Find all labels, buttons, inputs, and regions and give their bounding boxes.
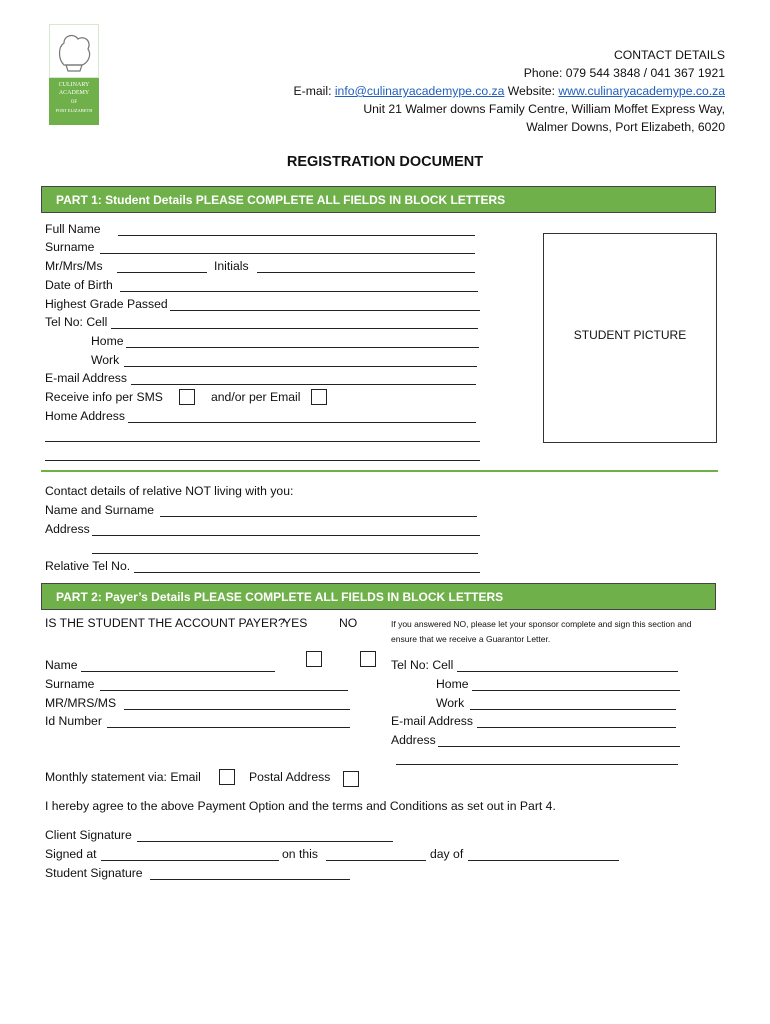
payer-email-field[interactable]: [477, 727, 676, 728]
payer-work-label: Work: [436, 696, 465, 710]
chef-hat-icon: [49, 24, 99, 78]
culinary-academy-logo: [49, 24, 99, 125]
sponsor-note-2: ensure that we receive a Guarantor Letter.: [391, 634, 551, 644]
monthly-statement-label: Monthly statement via: Email: [45, 770, 201, 784]
postal-address-label: Postal Address: [249, 770, 331, 784]
contact-email-line: [294, 82, 725, 100]
day-of-label: day of: [430, 847, 464, 861]
agreement-text: I hereby agree to the above Payment Option and the terms and Conditions as set out in Part 4.: [45, 799, 556, 813]
payer-tel-cell-label: Tel No: Cell: [391, 658, 454, 672]
home-address-field-1[interactable]: [128, 422, 476, 423]
page-title: REGISTRATION DOCUMENT: [286, 154, 484, 170]
grade-field[interactable]: [170, 310, 480, 311]
no-label: NO: [339, 616, 358, 630]
email-link[interactable]: info@culinaryacademype.co.za: [334, 84, 505, 98]
relative-address-field-2[interactable]: [92, 553, 478, 554]
student-signature-field[interactable]: [150, 879, 350, 880]
contact-address-2: Walmer Downs, Port Elizabeth, 6020: [526, 120, 725, 134]
payer-address-label: Address: [391, 733, 436, 747]
yes-label: YES: [283, 616, 308, 630]
student-signature-label: Student Signature: [45, 866, 143, 880]
relative-name-field[interactable]: [160, 516, 477, 517]
payer-id-label: Id Number: [45, 714, 102, 728]
logo-text: CULINARY: [58, 82, 90, 88]
relative-heading: Contact details of relative NOT living with you:: [45, 484, 294, 498]
website-label: Website:: [504, 84, 559, 98]
part1-header: PART 1: Student Details PLEASE COMPLETE ALL FIELDS IN BLOCK LETTERS: [56, 193, 506, 207]
client-signature-field[interactable]: [137, 841, 393, 842]
tel-work-field[interactable]: [124, 366, 477, 367]
contact-phone: Phone: 079 544 3848 / 041 367 1921: [523, 66, 725, 80]
email-label: E-mail:: [293, 84, 335, 98]
tel-work-label: Work: [91, 353, 120, 367]
home-address-field-2[interactable]: [45, 441, 480, 442]
relative-name-label: Name and Surname: [45, 503, 155, 517]
client-signature-label: Client Signature: [45, 828, 132, 842]
surname-field[interactable]: [100, 253, 475, 254]
student-picture-label: STUDENT PICTURE: [573, 328, 687, 342]
receive-info-label: Receive info per SMS: [45, 390, 163, 404]
home-address-field-3[interactable]: [45, 460, 480, 461]
email-checkbox[interactable]: [311, 389, 327, 405]
full-name-label: Full Name: [45, 222, 101, 236]
tel-home-label: Home: [91, 334, 124, 348]
home-address-label: Home Address: [45, 409, 125, 423]
part1-header-bar: [41, 186, 716, 213]
initials-label: Initials: [214, 259, 249, 273]
payer-surname-label: Surname: [45, 677, 95, 691]
full-name-field[interactable]: [118, 235, 475, 236]
statement-email-checkbox[interactable]: [219, 769, 235, 785]
statement-postal-checkbox[interactable]: [343, 771, 359, 787]
relative-address-label: Address: [45, 522, 90, 536]
logo-text: PORT ELIZABETH: [55, 108, 93, 113]
tel-home-field[interactable]: [126, 347, 479, 348]
title-field[interactable]: [117, 272, 207, 273]
payer-work-field[interactable]: [470, 709, 676, 710]
relative-tel-field[interactable]: [134, 572, 480, 573]
on-this-label: on this: [282, 847, 318, 861]
email-label: E-mail Address: [45, 371, 127, 385]
payer-address-field-1[interactable]: [438, 746, 680, 747]
tel-cell-field[interactable]: [111, 328, 478, 329]
logo-text: ACADEMY: [58, 90, 90, 96]
grade-label: Highest Grade Passed: [45, 297, 168, 311]
part2-header-bar: [41, 583, 716, 610]
signed-at-field[interactable]: [101, 860, 279, 861]
title-label: Mr/Mrs/Ms: [45, 259, 103, 273]
payer-title-label: MR/MRS/MS: [45, 696, 117, 710]
tel-cell-label: Tel No: Cell: [45, 315, 108, 329]
contact-details: [294, 46, 725, 136]
day-of-field[interactable]: [468, 860, 619, 861]
dob-field[interactable]: [120, 291, 478, 292]
contact-address-1: Unit 21 Walmer downs Family Centre, William Moffet Express Way,: [363, 102, 725, 116]
payer-name-label: Name: [45, 658, 78, 672]
sms-checkbox[interactable]: [179, 389, 195, 405]
relative-tel-label: Relative Tel No.: [45, 559, 131, 573]
payer-name-field[interactable]: [81, 671, 275, 672]
and-or-email-label: and/or per Email: [211, 390, 301, 404]
payer-tel-cell-field[interactable]: [457, 671, 678, 672]
relative-address-field-1[interactable]: [92, 535, 480, 536]
contact-heading: CONTACT DETAILS: [613, 48, 725, 62]
payer-id-field[interactable]: [107, 727, 350, 728]
payer-title-field[interactable]: [124, 709, 350, 710]
website-link[interactable]: www.culinaryacademype.co.za: [558, 84, 725, 98]
sponsor-note-1: If you answered NO, please let your sponsor complete and sign this section and: [391, 619, 692, 629]
surname-label: Surname: [45, 240, 95, 254]
part2-header: PART 2: Payer’s Details PLEASE COMPLETE ALL FIELDS IN BLOCK LETTERS: [56, 590, 504, 604]
no-checkbox[interactable]: [360, 651, 376, 667]
initials-field[interactable]: [257, 272, 475, 273]
email-field[interactable]: [131, 384, 476, 385]
signed-at-label: Signed at: [45, 847, 97, 861]
payer-home-field[interactable]: [472, 690, 680, 691]
student-picture-box[interactable]: [543, 233, 717, 443]
account-payer-question: IS THE STUDENT THE ACCOUNT PAYER?: [45, 616, 285, 630]
dob-label: Date of Birth: [45, 278, 113, 292]
payer-address-field-2[interactable]: [396, 764, 678, 765]
payer-email-label: E-mail Address: [391, 714, 473, 728]
on-this-field[interactable]: [326, 860, 426, 861]
section-divider: [41, 470, 718, 472]
payer-surname-field[interactable]: [100, 690, 348, 691]
payer-home-label: Home: [436, 677, 469, 691]
yes-checkbox[interactable]: [306, 651, 322, 667]
logo-text: OF: [70, 100, 78, 105]
